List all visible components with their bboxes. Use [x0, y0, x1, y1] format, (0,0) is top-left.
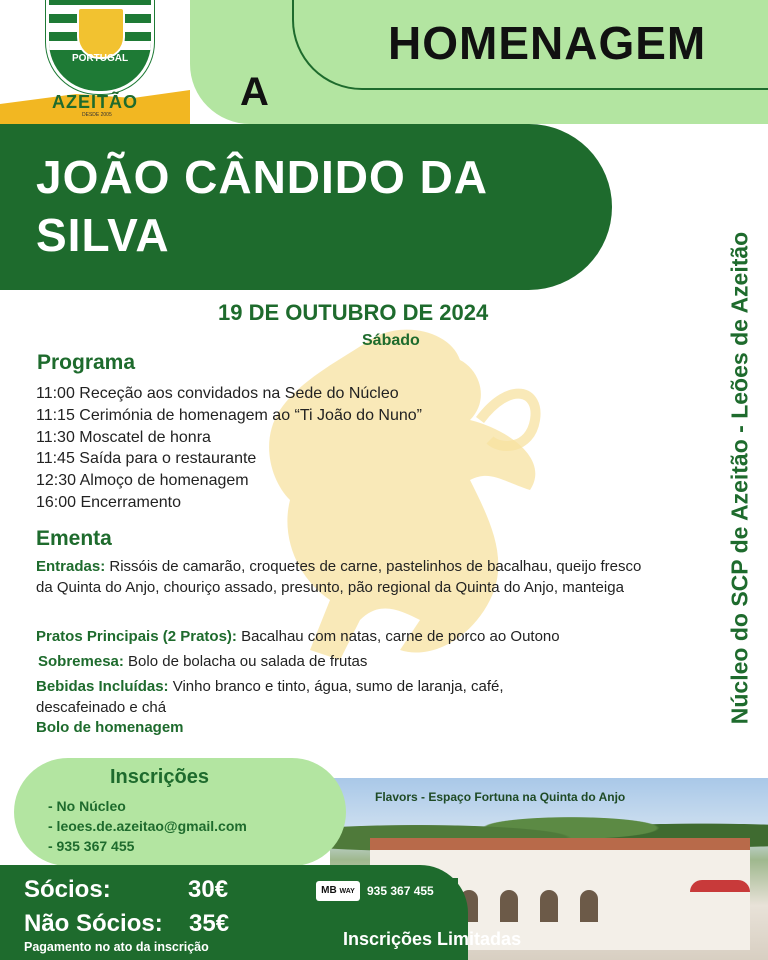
menu-bebidas	[36, 677, 596, 718]
photo-window	[500, 890, 518, 922]
menu-entradas-text: Rissóis de camarão, croquetes de carne, pastelinhos de bacalhau, queijo fresco da Quinta do Anjo, chouriço assado, presunto, pão regional da Quinta do Anjo, manteiga	[36, 558, 642, 596]
menu-entradas	[36, 557, 656, 598]
club-side-text: Núcleo do SCP de Azeitão - Leões de Azeitão	[726, 231, 753, 725]
payment-note: Pagamento no ato da inscrição	[24, 940, 209, 954]
event-weekday: Sábado	[362, 332, 420, 349]
programa-list	[36, 383, 422, 514]
nao-socios-label: Não Sócios:	[24, 910, 163, 937]
headline-a: A	[240, 70, 269, 114]
list-item: 11:45 Saída para o restaurante	[36, 450, 257, 468]
event-date: 19 DE OUTUBRO DE 2024	[218, 300, 489, 325]
logo-portugal-text: PORTUGAL	[71, 53, 129, 64]
list-item: 11:30 Moscatel de honra	[36, 428, 211, 446]
menu-bebidas-text: Vinho branco e tinto, água, sumo de laranja, café, descafeinado e chá	[36, 678, 504, 716]
limited-registrations: Inscrições Limitadas	[343, 929, 522, 949]
honoree-name: JOÃO CÂNDIDO DA SILVA	[36, 151, 487, 261]
photo-window	[580, 890, 598, 922]
socios-price: 30€	[188, 876, 229, 903]
nao-socios-price: 35€	[189, 910, 230, 937]
inscricoes-title: Inscrições	[110, 766, 209, 788]
venue-caption: Flavors - Espaço Fortuna na Quinta do Anjo	[375, 790, 626, 804]
menu-bolo: Bolo de homenagem	[36, 719, 184, 736]
mbway-logo-way: WAY	[339, 888, 355, 895]
menu-sobremesa	[38, 652, 658, 673]
menu-pratos	[36, 627, 656, 648]
photo-umbrella	[690, 880, 750, 892]
inscricoes-item-email[interactable]: - leoes.de.azeitao@gmail.com	[48, 818, 247, 834]
photo-window	[540, 890, 558, 922]
list-item: 16:00 Encerramento	[36, 493, 181, 511]
logo-since-text: DESDE 2005	[82, 112, 112, 118]
mbway-logo-mb: MB	[321, 885, 337, 896]
logo-azeitao-text: AZEITÃO	[52, 92, 138, 112]
list-item: 12:30 Almoço de homenagem	[36, 472, 249, 490]
socios-label: Sócios:	[24, 876, 111, 903]
menu-sobremesa-label: Sobremesa:	[38, 653, 124, 670]
inscricoes-item-phone[interactable]: - 935 367 455	[48, 838, 135, 854]
menu-entradas-label: Entradas:	[36, 558, 106, 575]
lion-shield-icon	[77, 7, 125, 59]
menu-sobremesa-text: Bolo de bolacha ou salada de frutas	[128, 653, 368, 670]
headline-homenagem: HOMENAGEM	[388, 17, 707, 69]
mbway-phone[interactable]: 935 367 455	[367, 884, 434, 898]
list-item: 11:00 Receção aos convidados na Sede do Núcleo	[36, 385, 399, 402]
mbway-logo-icon	[316, 881, 360, 901]
list-item: 11:15 Cerimónia de homenagem ao “Ti João do Nuno”	[36, 406, 422, 424]
menu-pratos-text: Bacalhau com natas, carne de porco ao Outono	[241, 628, 560, 645]
programa-title: Programa	[37, 351, 136, 374]
menu-pratos-label: Pratos Principais (2 Pratos):	[36, 628, 237, 645]
menu-bebidas-label: Bebidas Incluídas:	[36, 678, 169, 695]
ementa-title: Ementa	[36, 527, 112, 550]
inscricoes-item-nucleo: - No Núcleo	[48, 798, 126, 814]
sporting-crest-icon	[46, 0, 154, 94]
